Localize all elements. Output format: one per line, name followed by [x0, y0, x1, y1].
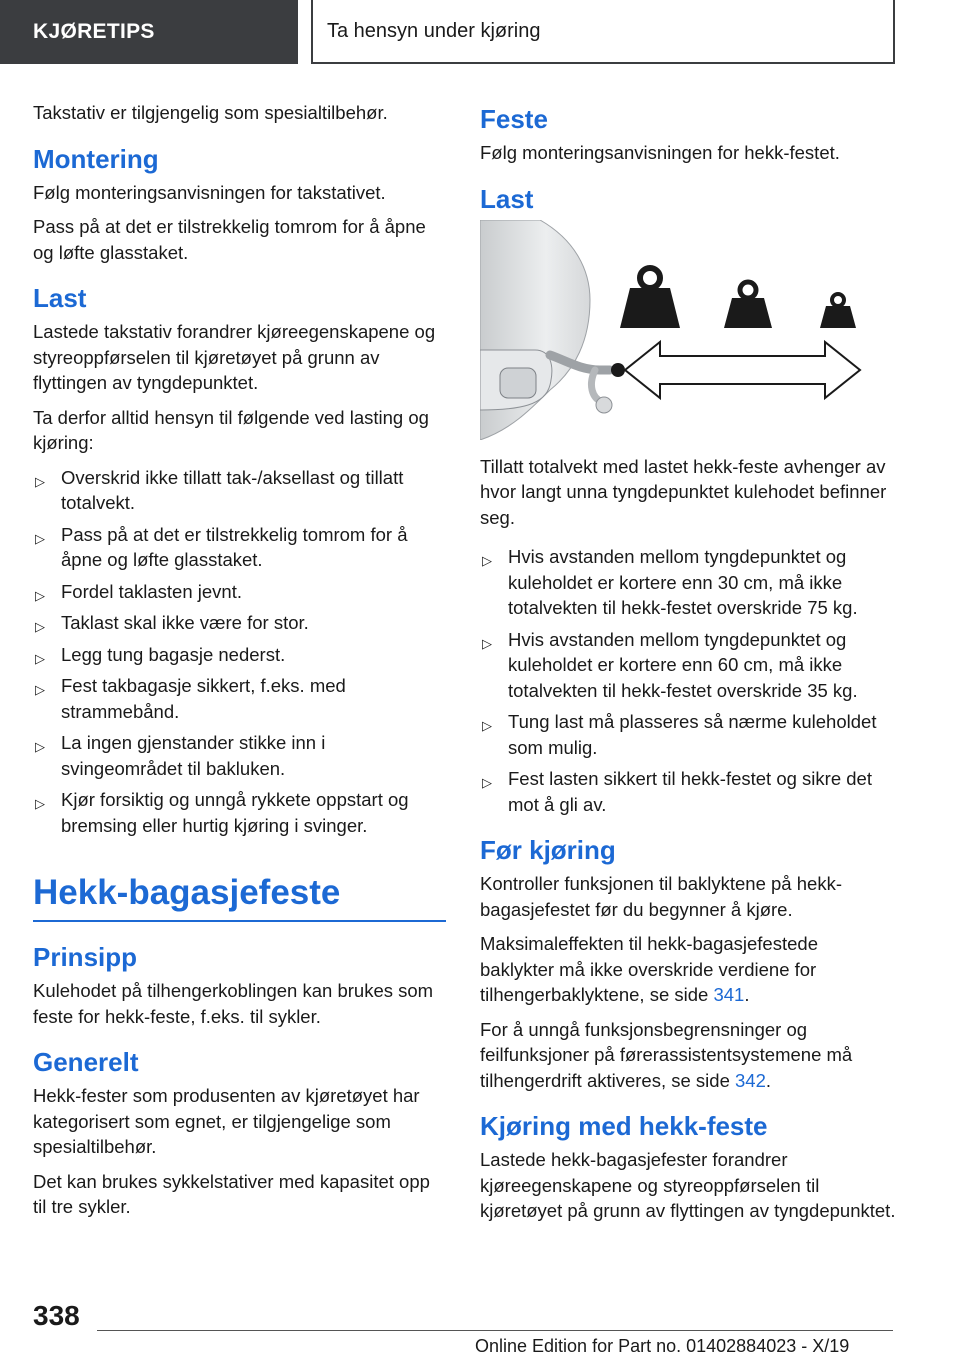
paragraph: Ta derfor alltid hensyn til følgende ved lasting og kjøring: — [33, 406, 429, 453]
triangle-bullet-icon: ▷ — [35, 739, 45, 754]
list-item: ▷ Fest takbagasje sikkert, f.eks. med strammebånd. — [35, 675, 346, 722]
page-link-342[interactable]: 342 — [735, 1069, 766, 1091]
paragraph: Lastede hekk-bagasjefester forandrer kjøreegenskapene og styreoppførselen til kjøretøyet på grunn av flyttingen av tyngdepunktet. — [480, 1149, 896, 1221]
paragraph: Følg monteringsanvisningen for takstativet. — [33, 181, 386, 203]
chapter-heading-wrap — [33, 872, 446, 922]
page-number: 338 — [33, 1300, 80, 1331]
paragraph: Det kan brukes sykkelstativer med kapasitet opp til tre sykler. — [33, 1170, 430, 1217]
heading-generelt: Generelt — [33, 1047, 139, 1077]
bullet-list — [33, 465, 446, 839]
heading-kjoring-med: Kjøring med hekk-feste — [480, 1111, 768, 1141]
weight-medium-icon — [724, 282, 772, 328]
section-last-rack — [480, 184, 896, 818]
paragraph: Maksimaleffekten til hekk-bagasjefestede baklykter må ikke overskride verdiene for tilhengerbaklyktene, se side 341. — [480, 933, 818, 1005]
section-label: Ta hensyn under kjøring — [327, 19, 541, 42]
section-generelt — [33, 1047, 446, 1220]
triangle-bullet-icon: ▷ — [35, 619, 45, 634]
triangle-bullet-icon: ▷ — [35, 530, 45, 546]
ball-head-dot — [611, 363, 625, 377]
triangle-bullet-icon: ▷ — [35, 587, 45, 603]
triangle-bullet-icon: ▷ — [482, 718, 492, 733]
paragraph: For å unngå funksjonsbegrensninger og feilfunksjoner på førerassistentsystemene må tilhengerdrift aktiveres, se side 342. — [480, 1018, 853, 1091]
paragraph: Lastede takstativ forandrer kjøreegenskapene og styreoppførselen til kjøretøyet på grunn av flyttingen av tyngdepunktet. — [33, 321, 436, 393]
paragraph: Pass på at det er tilstrekkelig tomrom for å åpne og løfte glasstaket. — [33, 216, 426, 263]
section-montering — [33, 144, 446, 266]
distance-arrow — [625, 342, 860, 398]
section-feste — [480, 104, 896, 166]
chapter-tab — [0, 0, 298, 64]
figure-caption: Tillatt totalvekt med lastet hekk-feste avhenger av hvor langt unna tyngdepunktet kulehodet befinner seg. — [480, 455, 887, 528]
paragraph: Kontroller funksjonen til baklyktene på hekk-bagasjefestet før du begynner å kjøre. — [480, 873, 842, 920]
list-item: ▷ Pass på at det er tilstrekkelig tomrom for å åpne og løfte glasstaket. — [35, 523, 408, 570]
list-item: ▷ La ingen gjenstander stikke inn i svingeområdet til bakluken. — [35, 732, 326, 779]
list-item: ▷ Kjør forsiktig og unngå rykkete oppstart og bremsing eller hurtig kjøring i svinger. — [35, 789, 409, 836]
heading-for-kjoring: Før kjøring — [480, 835, 616, 865]
footer-edition: Online Edition for Part no. 01402884023 - X/19 — [475, 1336, 850, 1356]
heading-last: Last — [33, 283, 87, 313]
bullet-list — [480, 544, 896, 817]
illustration-svg — [480, 220, 896, 440]
list-item: ▷ Taklast skal ikke være for stor. — [33, 610, 446, 636]
section-last-roof — [33, 283, 446, 838]
triangle-bullet-icon: ▷ — [482, 635, 492, 651]
load-distance-illustration — [480, 220, 896, 440]
list-item: ▷ Fest lasten sikkert til hekk-festet og sikre det mot å gli av. — [482, 768, 872, 815]
list-item: ▷ Overskrid ikke tillatt tak-/aksellast og tillatt totalvekt. — [35, 466, 404, 513]
triangle-bullet-icon: ▷ — [35, 473, 45, 489]
list-item: ▷ Hvis avstanden mellom tyngdepunktet og kuleholdet er kortere enn 60 cm, må ikke totalvekten til hekk-festet overskride 35 kg. — [482, 628, 858, 701]
triangle-bullet-icon: ▷ — [482, 553, 492, 568]
weight-large-icon — [620, 268, 680, 328]
footer-divider — [97, 1330, 893, 1331]
heading-prinsipp: Prinsipp — [33, 942, 138, 972]
weight-small-icon — [820, 294, 856, 328]
intro-text: Takstativ er tilgjengelig som spesialtilbehør. — [33, 102, 388, 123]
triangle-bullet-icon: ▷ — [35, 682, 45, 697]
chapter-title: Hekk-bagasjefeste — [33, 873, 341, 912]
paragraph: Kulehodet på tilhengerkoblingen kan brukes som feste for hekk-feste, f.eks. til sykler. — [33, 980, 434, 1027]
section-kjoring-med — [480, 1111, 896, 1224]
list-item: ▷ Fordel taklasten jevnt. — [33, 579, 446, 605]
heading-last: Last — [480, 183, 534, 214]
paragraph: Følg monteringsanvisningen for hekk-festet. — [480, 142, 840, 163]
heading-montering: Montering — [33, 143, 159, 174]
paragraph: Hekk-fester som produsenten av kjøretøyet har kategorisert som egnet, er tilgjengelige som spesialtilbehør. — [33, 1085, 420, 1157]
chapter-label: KJØRETIPS — [33, 20, 155, 43]
heading-feste: Feste — [480, 104, 548, 134]
page-link-341[interactable]: 341 — [713, 984, 745, 1005]
triangle-bullet-icon: ▷ — [35, 796, 45, 811]
list-item: ▷ Hvis avstanden mellom tyngdepunktet og kuleholdet er kortere enn 30 cm, må ikke totalvekten til hekk-festet overskride 75 kg. — [482, 546, 858, 618]
list-item: ▷ Legg tung bagasje nederst. — [33, 642, 446, 668]
left-column — [33, 100, 446, 1229]
list-item: ▷ Tung last må plasseres så nærme kuleholdet som mulig. — [482, 711, 877, 758]
section-tab — [311, 0, 895, 64]
triangle-bullet-icon: ▷ — [482, 775, 492, 790]
right-column — [480, 104, 896, 1233]
triangle-bullet-icon: ▷ — [35, 650, 45, 666]
section-prinsipp — [33, 942, 446, 1029]
section-for-kjoring — [480, 835, 896, 1093]
